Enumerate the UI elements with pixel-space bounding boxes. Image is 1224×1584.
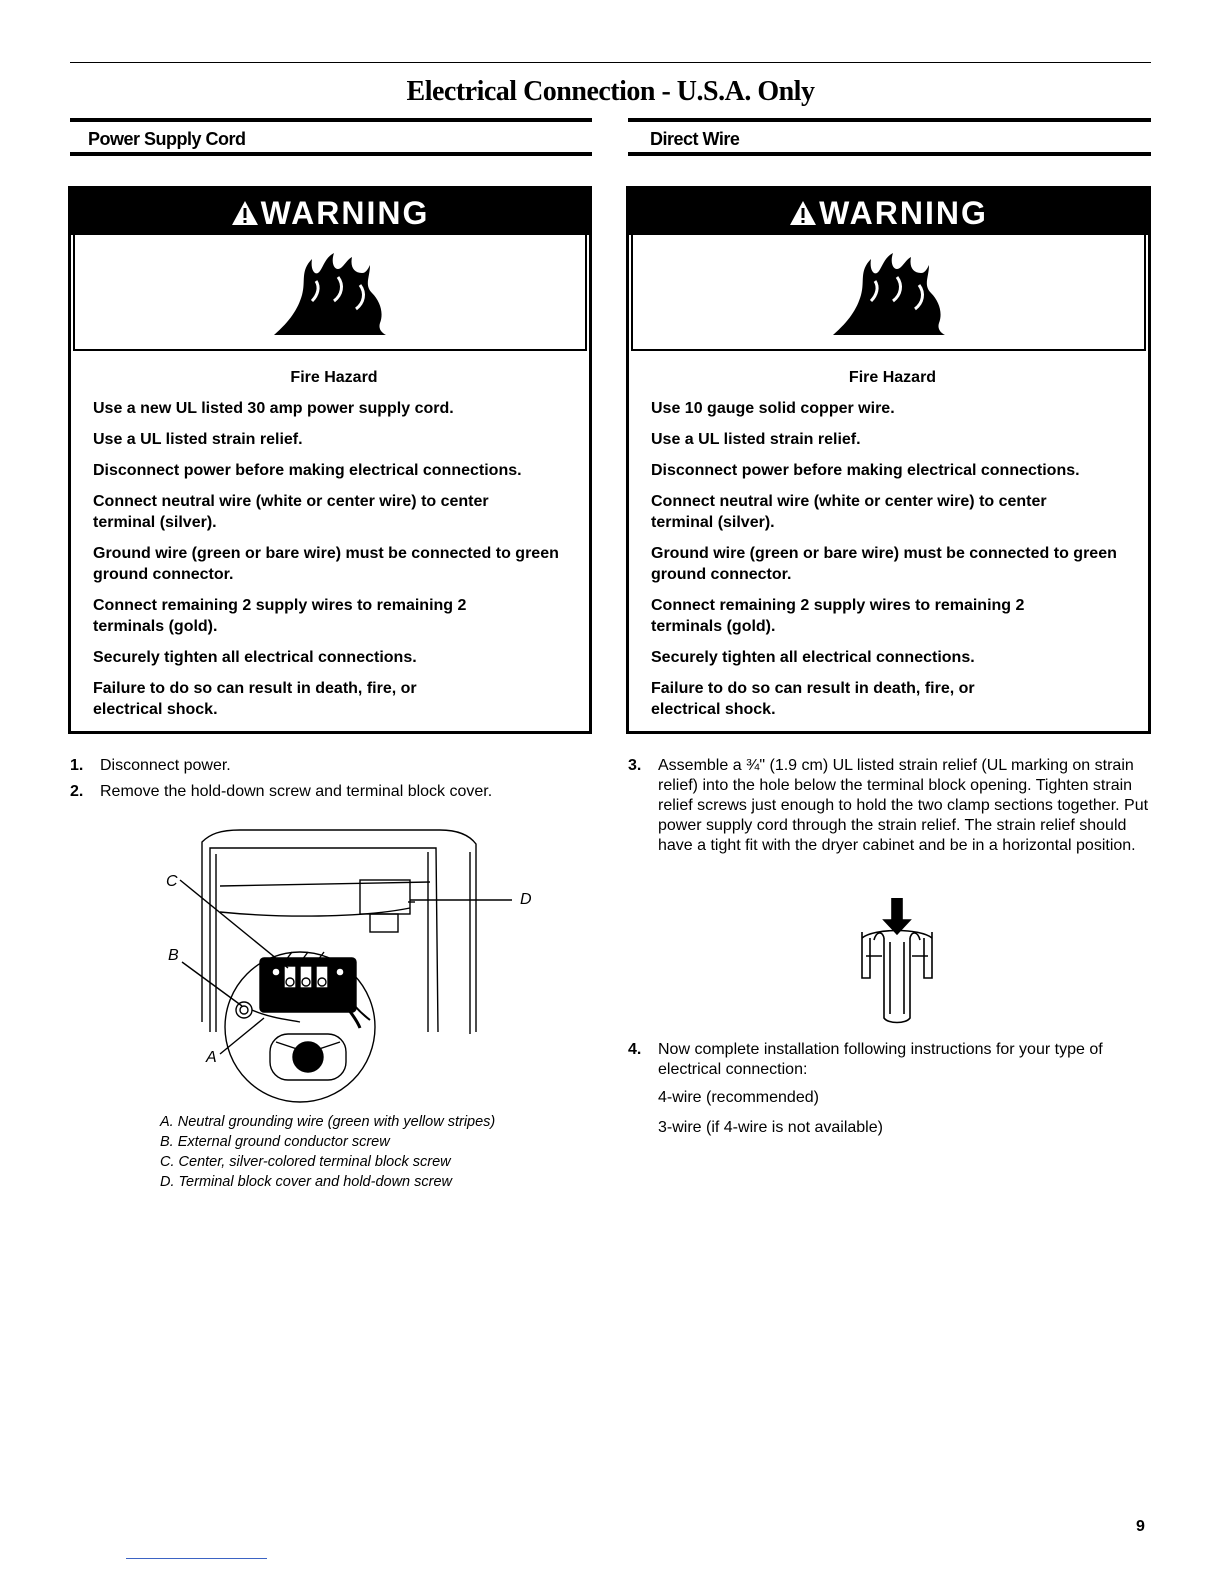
warning-signal-word: WARNING	[819, 195, 988, 231]
step-item	[628, 1040, 1150, 1138]
warning-box-power-supply-cord	[68, 186, 592, 734]
legend-item: D. Terminal block cover and hold-down screw	[160, 1174, 453, 1190]
warning-line: Use 10 gauge solid copper wire.	[651, 400, 895, 417]
step-text: Remove the hold-down screw and terminal block cover.	[100, 783, 493, 800]
warning-signal-word: WARNING	[260, 195, 430, 231]
step-text: Disconnect power.	[100, 757, 231, 774]
warning-banner	[629, 189, 1148, 235]
diagram-label-c: C	[166, 873, 178, 890]
warning-line: Ground wire (green or bare wire) must be connected to green ground connector.	[93, 545, 559, 583]
warning-line: Ground wire (green or bare wire) must be connected to green ground connector.	[651, 545, 1117, 583]
section-heading-label: Power Supply Cord	[88, 129, 246, 149]
section-heading-label: Direct Wire	[650, 129, 740, 149]
step-item	[70, 782, 592, 802]
legend-item: C. Center, silver-colored terminal block screw	[160, 1154, 451, 1170]
step-number: 4.	[628, 1041, 642, 1058]
strain-relief-diagram	[856, 898, 940, 1026]
page-title: Electrical Connection - U.S.A. Only	[406, 76, 815, 107]
legend-item: A. Neutral grounding wire (green with yellow stripes)	[160, 1114, 496, 1130]
section-heading-power-supply-cord	[70, 118, 592, 156]
warning-line: Connect remaining 2 supply wires to remaining 2 terminals (gold).	[93, 597, 467, 635]
warning-line: Securely tighten all electrical connections.	[651, 649, 975, 666]
warning-banner	[71, 189, 589, 235]
warning-line: Connect neutral wire (white or center wire) to center terminal (silver).	[93, 493, 489, 531]
legend-item: B. External ground conductor screw	[160, 1134, 390, 1150]
top-rule	[70, 62, 1151, 63]
diagram-legend	[160, 1112, 580, 1192]
warning-line: Connect neutral wire (white or center wire) to center terminal (silver).	[651, 493, 1047, 531]
step-number: 2.	[70, 783, 84, 800]
wire-option: 4-wire (recommended)	[658, 1089, 819, 1106]
warning-line: Use a new UL listed 30 amp power supply cord.	[93, 400, 454, 417]
step-item	[628, 756, 1150, 856]
warning-triangle-icon	[789, 199, 817, 227]
steps-right-continued	[628, 1040, 1150, 1138]
section-heading-direct-wire	[628, 118, 1151, 156]
hazard-title: Fire Hazard	[848, 369, 937, 386]
warning-line: Connect remaining 2 supply wires to remaining 2 terminals (gold).	[651, 597, 1025, 635]
fire-icon	[831, 251, 947, 337]
warning-line: Use a UL listed strain relief.	[651, 431, 861, 448]
diagram-label-b: B	[168, 947, 179, 964]
fire-icon	[272, 251, 388, 337]
warning-box-direct-wire	[626, 186, 1151, 734]
warning-line: Failure to do so can result in death, fire, or electrical shock.	[651, 680, 975, 718]
warning-body	[93, 367, 575, 730]
page-number: 9	[1136, 1518, 1145, 1535]
diagram-label-a: A	[206, 1049, 217, 1066]
step-text: Now complete installation following instructions for your type of electrical connection:	[658, 1041, 1103, 1078]
warning-line: Disconnect power before making electrical connections.	[93, 462, 522, 479]
warning-line: Disconnect power before making electrical connections.	[651, 462, 1080, 479]
fire-hazard-pictogram	[73, 235, 587, 351]
footer-rule	[126, 1558, 267, 1559]
fire-hazard-pictogram	[631, 235, 1146, 351]
steps-right	[628, 756, 1150, 856]
warning-triangle-icon	[231, 199, 259, 227]
diagram-label-d: D	[520, 891, 532, 908]
warning-line: Use a UL listed strain relief.	[93, 431, 303, 448]
warning-body	[651, 367, 1134, 730]
steps-left	[70, 756, 592, 802]
hazard-title: Fire Hazard	[290, 369, 378, 386]
terminal-block-diagram	[160, 822, 550, 1104]
step-text: Assemble a ¾" (1.9 cm) UL listed strain relief (UL marking on strain relief) into the hole below the terminal block opening. Tighten strain relief screws just enough to hold the two clamp sections together. Put power supply cord through the strain relief. The strain relief should have a tight fit with the dryer cabinet and be in a horizontal position.	[658, 757, 1149, 854]
warning-line: Failure to do so can result in death, fire, or electrical shock.	[93, 680, 417, 718]
step-item	[70, 756, 592, 776]
step-number: 1.	[70, 757, 84, 774]
step-number: 3.	[628, 757, 642, 774]
wire-option: 3-wire (if 4-wire is not available)	[658, 1119, 883, 1136]
warning-line: Securely tighten all electrical connections.	[93, 649, 417, 666]
